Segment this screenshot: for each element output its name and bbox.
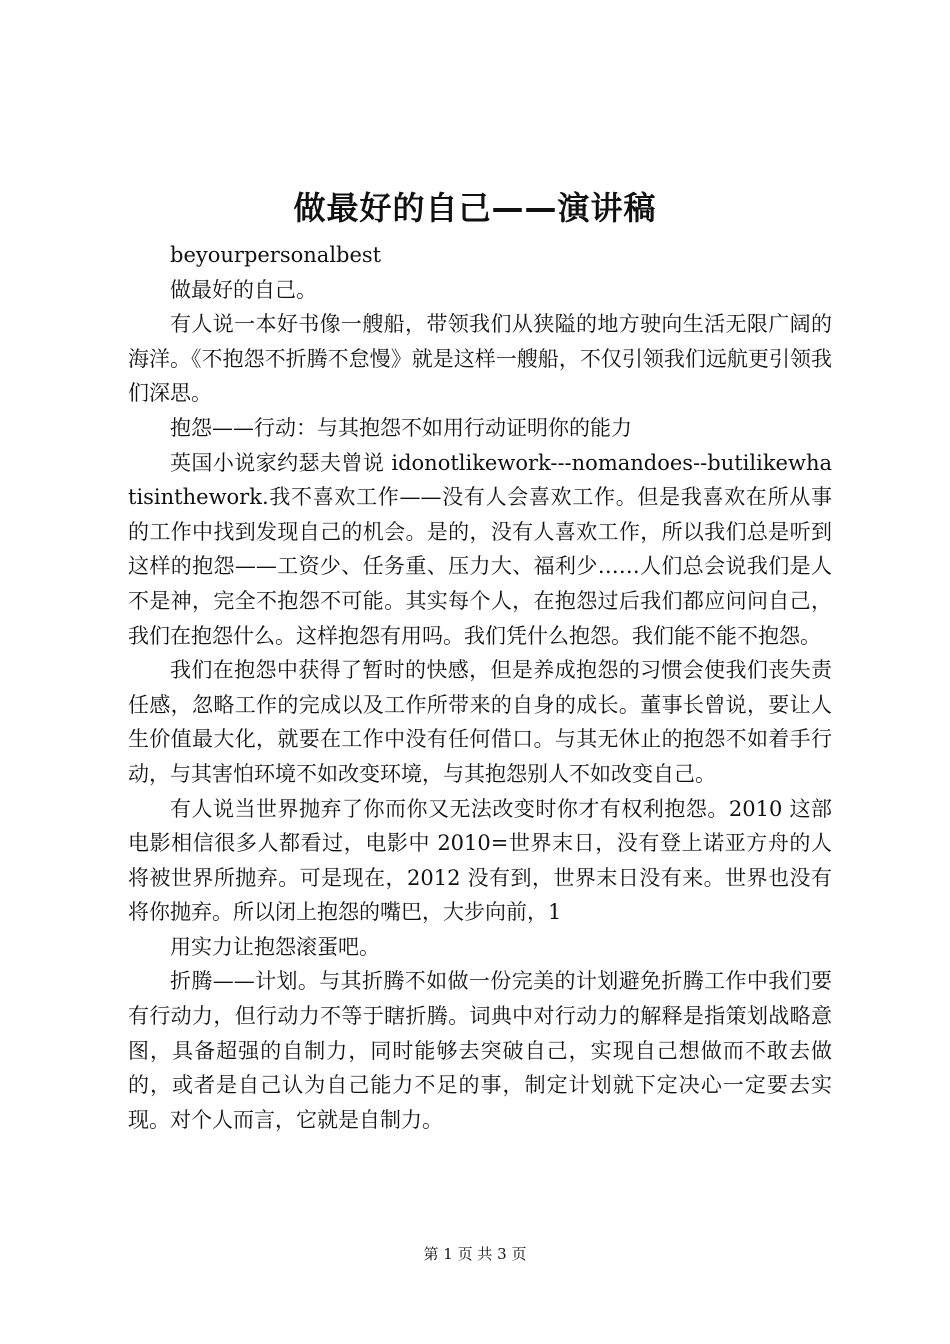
paragraph-plan: 折腾——计划。与其折腾不如做一份完美的计划避免折腾工作中我们要有行动力，但行动力不等于瞎折腾。词典中对行动力的解释是指策划战略意图，具备超强的自制力，同时能够去突破自己，实现自己想做而不敢去做的，或者是自己认为自己能力不足的事，制定计划就下定决心一定要去实现。对个人而言，它就是自制力。: [128, 969, 832, 1132]
document-body: [128, 238, 832, 1137]
paragraph-joseph-quote: 英国小说家约瑟夫曾说 idonotlikework---nomandoes--butilikewhatisinthework.我不喜欢工作——没有人会喜欢工作。但是我喜欢在所从事的工作中找到发现自己的机会。是的，没有人喜欢工作，所以我们总是听到这样的抱怨——工资少、任务重、压力大、福利少……人们总会说我们是人不是神，完全不抱怨不可能。其实每个人，在抱怨过后我们都应问问自己，我们在抱怨什么。这样抱怨有用吗。我们凭什么抱怨。我们能不能不抱怨。: [128, 450, 832, 648]
paragraph-movie-2012: 有人说当世界抛弃了你而你又无法改变时你才有权利抱怨。2010 这部电影相信很多人都看过，电影中 2010=世界末日，没有登上诺亚方舟的人将被世界所抛弃。可是现在，2012 没有到，世界末日没有来。世界也没有将你抛弃。所以闭上抱怨的嘴巴，大步向前，1: [128, 796, 832, 925]
page-footer: 第 1 页 共 3 页: [423, 1245, 527, 1263]
document-title: 做最好的自己——演讲稿: [293, 189, 657, 227]
paragraph-section-heading-complain: 抱怨——行动：与其抱怨不如用行动证明你的能力: [170, 415, 632, 440]
paragraph-strength: 用实力让抱怨滚蛋吧。: [170, 934, 380, 959]
paragraph-habit: 我们在抱怨中获得了暂时的快感，但是养成抱怨的习惯会使我们丧失责任感，忽略工作的完成以及工作所带来的自身的成长。董事长曾说，要让人生价值最大化，就要在工作中没有任何借口。与其无休止的抱怨不如着手行动，与其害怕环境不如改变环境，与其抱怨别人不如改变自己。: [128, 658, 832, 786]
paragraph-subtitle: 做最好的自己。: [170, 277, 317, 302]
paragraph-english-motto: beyourpersonalbest: [170, 243, 382, 267]
paragraph-intro: 有人说一本好书像一艘船，带领我们从狭隘的地方驶向生活无限广阔的海洋。《不抱怨不折腾不怠慢》就是这样一艘船，不仅引领我们远航更引领我们深思。: [128, 312, 832, 406]
